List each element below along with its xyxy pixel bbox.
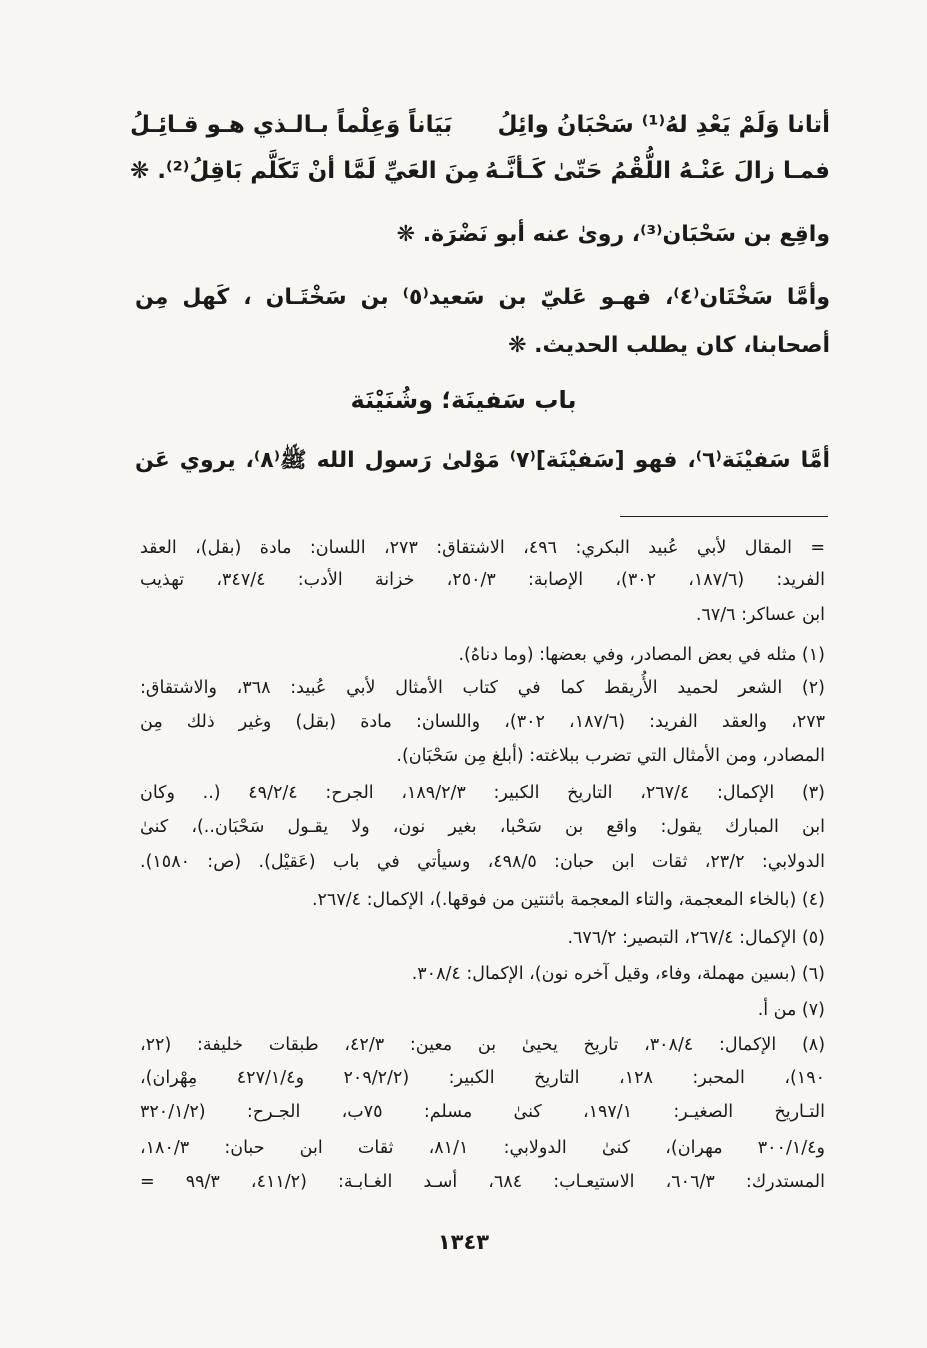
footnote-4: (٤) (بالخاء المعجمة، والتاء المعجمة باثنتين من فوقها.)، الإكمال: ٢٦٧/٤. xyxy=(311,890,825,910)
footnote-8-line-3: التـاريخ الصغيـر: ١٩٧/١، كنىٰ مسلم: ٧٥ب، الجـرح: (٣٢٠/١/٢ xyxy=(140,1102,825,1122)
verse-2-second-hemistich: مِنَ العَيِّ لَمَّا أنْ تَكَلَّم بَاقِلُ⁽²⁾. ❋ xyxy=(130,158,480,184)
footnote-7: (٧) من أ. xyxy=(757,1000,825,1020)
footnote-2-line-3: المصادر، ومن الأمثال التي تضرب ببلاغته: (أبلغ مِن سَحْبَان). xyxy=(396,746,825,766)
footnote-5: (٥) الإكمال: ٢٦٧/٤، التبصير: ٦٧٦/٢. xyxy=(567,928,825,948)
poem-verse-2 xyxy=(130,158,830,202)
footnote-3-line-1: (٣) الإكمال: ٢٦٧/٤، التاريخ الكبير: ١٨٩/٢/٣، الجرح: ٤٩/٢/٤ (.. وكان xyxy=(140,783,825,803)
footnote-6: (٦) (بسين مهملة، وفاء، وقيل آخره نون)، الإكمال: ٣٠٨/٤. xyxy=(411,964,825,984)
entry-sakhtan-line-2: أصحابنا، كان يطلب الحديث. ❋ xyxy=(508,333,830,358)
footnote-8-line-1: (٨) الإكمال: ٣٠٨/٤، تاريخ يحيىٰ بن معين: ٤٢/٣، طبقات خليفة: (٢٢، xyxy=(140,1035,826,1055)
footnote-8-line-4: و٣٠٠/١/٤ مهران)، كنىٰ الدولابي: ٨١/١، ثقات ابن حبان: ١٨٠/٣، xyxy=(140,1138,825,1158)
footnote-continuation-line-1: = المقال لأبي عُبيد البكري: ٤٩٦، الاشتقاق: ٢٧٣، اللسان: مادة (بقل)، العقد xyxy=(140,538,826,558)
footnote-3-line-2: ابن المبارك يقول: واقع بن سَحْبا، بغير نون، ولا يقـول سَحْبَان..)، كنىٰ xyxy=(140,817,825,837)
verse-1-first-hemistich: أتانا وَلَمْ يَعْدِ لهُ⁽¹⁾ سَحْبَانُ وائِلُ xyxy=(497,112,830,138)
verse-2-first-hemistich: فمـا زالَ عَنْـهُ اللُّقْمُ حَتّىٰ كَـأنَّـهُ xyxy=(484,158,830,184)
footnote-8-line-2: ١٩٠)، المحبر: ١٢٨، التاريخ الكبير: (٢٠٩/٢/٢ و٤٢٧/١/٤ مِهْران)، xyxy=(140,1068,825,1088)
footnote-separator xyxy=(620,516,828,517)
footnote-8-line-5: المستدرك: ٦٠٦/٣، الاستيعـاب: ٦٨٤، أسـد الغـابـة: (٤١١/٢، ٩٩/٣ = xyxy=(140,1172,825,1192)
entry-sakhtan-line-1: وأمَّا سَخْتَان⁽٤⁾، فهـو عَليّ بن سَعيد⁽٥⁾ بن سَخْتَـان ، كَهل مِن xyxy=(135,285,831,310)
footnote-continuation-line-3: ابن عساكر: ٦٧/٦. xyxy=(695,605,825,625)
footnote-3-line-3: الدولابي: ٢٣/٢، ثقات ابن حبان: ٤٩٨/٥، وسيأتي في باب (عَقيْل). (ص: ١٥٨٠). xyxy=(140,852,825,872)
footnote-continuation-line-2: الفريد: (١٨٧/٦، ٣٠٢)، الإصابة: ٢٥٠/٣، خزانة الأدب: ٣٤٧/٤، تهذيب xyxy=(140,570,826,590)
entry-safina: أمَّا سَفيْنَة⁽٦⁾، فهو [سَفيْنَة]⁽٧⁾ مَوْلىٰ رَسول الله ﷺ⁽٨⁾، يروي عَن xyxy=(135,448,830,473)
page-number: ١٣٤٣ xyxy=(437,1230,490,1254)
poem-verse-1 xyxy=(130,112,830,156)
footnote-1: (١) مثله في بعض المصادر، وفي بعضها: (وما دناهُ). xyxy=(458,645,825,665)
chapter-heading: باب سَفينَة؛ وشُنَيْنَة xyxy=(350,386,577,414)
footnote-2-line-2: ٢٧٣، والعقد الفريد: (١٨٧/٦، ٣٠٢)، واللسان: مادة (بقل) وغير ذلك مِن xyxy=(140,712,825,732)
verse-1-second-hemistich: بَيَاناً وَعِلْماً بـالـذي هـو قـائِـلُ xyxy=(130,112,453,138)
entry-wagi: واقِع بن سَحْبَان⁽³⁾، روىٰ عنه أبو نَضْرَة. ❋ xyxy=(396,222,830,247)
footnote-2-line-1: (٢) الشعر لحميد الأُريقط كما في كتاب الأمثال لأبي عُبيد: ٣٦٨، والاشتقاق: xyxy=(140,678,825,698)
